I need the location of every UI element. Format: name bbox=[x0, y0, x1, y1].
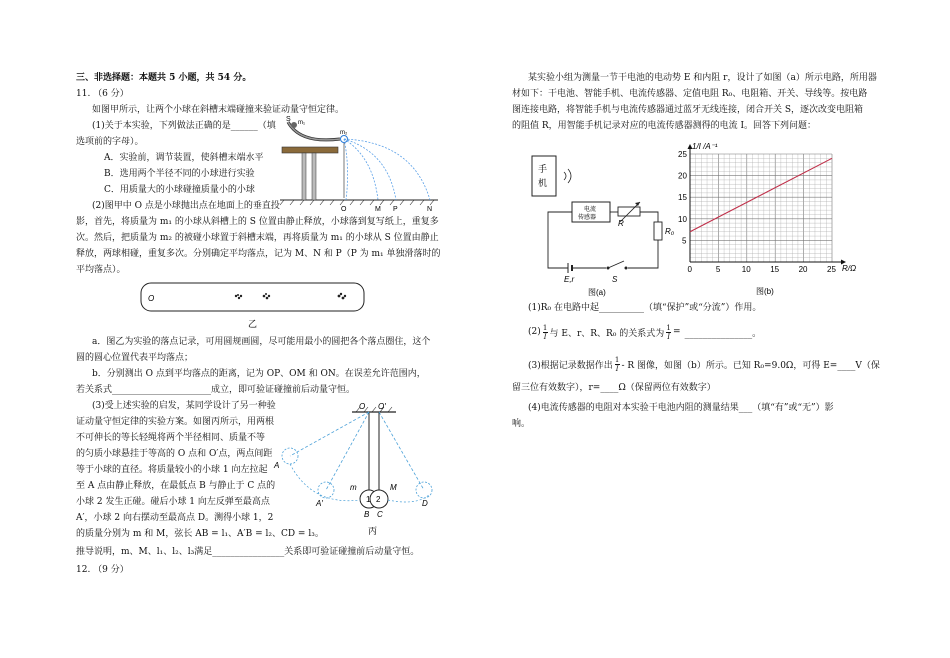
q2-mid: 与 E、r、R、R₀ 的关系式为 bbox=[549, 328, 665, 339]
q2-blank: _______________。 bbox=[684, 328, 762, 339]
jia-label-M: M bbox=[375, 206, 381, 212]
jia-label-N: N bbox=[427, 206, 433, 212]
x-tick-label: 0 bbox=[687, 265, 692, 274]
bing-label-M: M bbox=[390, 483, 397, 492]
bing-label-A-prime: A′ bbox=[316, 499, 323, 508]
bing-label-O: O bbox=[359, 402, 366, 411]
figure-b-chart bbox=[670, 140, 870, 300]
q2-frac2-den: I bbox=[667, 332, 671, 341]
fixed-resistor-r0 bbox=[654, 222, 662, 240]
q11-part3-line3: 不可伸长的等长轻绳将两个半径相同、质量不等 bbox=[76, 433, 266, 443]
sensor-label-2: 传感器 bbox=[578, 215, 597, 221]
q2-fraction bbox=[543, 324, 548, 341]
q2-eq: = bbox=[673, 327, 681, 337]
y-tick-label: 10 bbox=[678, 214, 687, 224]
q12-part2 bbox=[528, 320, 761, 344]
q11-b-line1: b．分别测出 O 点到平均落点的距离，记为 OP、OM 和 ON。在误差允许范围内， bbox=[92, 369, 426, 379]
x-tick-label: 15 bbox=[770, 265, 780, 274]
q11-part3-line10: 推导说明，m、M、l₁、l₂、l₃满足________________关系即可验证碰撞前后动量守恒。 bbox=[76, 547, 420, 557]
x-tick-label: 10 bbox=[741, 265, 751, 274]
q11-part3-line6: 至 A 点由静止释放，在最低点 B 与静止于 C 点的 bbox=[76, 481, 276, 491]
q12-intro-line3: 图连接电路，将智能手机与电流传感器通过蓝牙无线连接，闭合开关 S，逐次改变电阻箱 bbox=[512, 105, 864, 115]
series-line bbox=[690, 158, 832, 231]
figure-a-circuit bbox=[530, 150, 680, 298]
q3-prefix: (3)根据记录数据作出 bbox=[528, 360, 613, 371]
q11-part3-line7: 小球 2 发生正碰。碰后小球 1 向左反弹至最高点 bbox=[76, 497, 270, 507]
q11-option-b: B．选用两个半径不同的小球进行实验 bbox=[104, 169, 255, 179]
q2-frac-den: I bbox=[543, 332, 547, 341]
question-12-number: 12. （9 分） bbox=[76, 565, 129, 575]
chart-series bbox=[690, 158, 832, 231]
q11-a-line1: a．图乙为实验的落点记录，可用圆规画圆，尽可能用最小的圆把各个落点圈住，这个 bbox=[92, 337, 431, 347]
bing-caption: 丙 bbox=[368, 526, 378, 536]
q11-b-line2: 若关系式______________________成立，即可验证碰撞前后动量守恒。 bbox=[76, 385, 356, 395]
jia-label-P: P bbox=[393, 206, 398, 212]
chart-grid bbox=[690, 154, 832, 262]
q11-part3-line1: (3)受上述实验的启发，某同学设计了另一种验 bbox=[92, 401, 276, 411]
q12-intro-line4: 的阻值 R，用智能手机记录对应的电流传感器测得的电流 I。回答下列问题： bbox=[512, 121, 817, 131]
q3-mid: - R 图像，如图（b）所示。已知 R₀=9.0Ω，可得 E=____V（保 bbox=[621, 360, 880, 371]
wireless-icon bbox=[564, 172, 566, 180]
q3-frac-num: 1 bbox=[614, 355, 620, 364]
q2-fraction-2 bbox=[666, 324, 671, 341]
jia-label-m2: m₂ bbox=[340, 130, 348, 136]
y-tick-label: 25 bbox=[678, 150, 687, 159]
jia-label-O: O bbox=[341, 206, 347, 212]
q11-part2-line4: 释放，两球相碰，重复多次。分别确定平均落点，记为 M、N 和 P（P 为 m₁ 单独滑落时的 bbox=[76, 249, 441, 259]
q11-part3-line8: A′，小球 2 向右摆动至最高点 D。测得小球 1，2 bbox=[76, 513, 274, 523]
chart-caption: 图(b) bbox=[756, 287, 774, 296]
chart-xlabel: R/Ω bbox=[842, 264, 857, 273]
jia-label-m1: m₁ bbox=[298, 120, 306, 126]
y-tick-label: 20 bbox=[678, 171, 687, 181]
q11-part3-line4: 的匀质小球悬挂于等高的 O 点和 O′点，两点间距 bbox=[76, 449, 273, 459]
smartphone bbox=[532, 156, 556, 196]
q11-intro: 如图甲所示，让两个小球在斜槽末端碰撞来验证动量守恒定律。 bbox=[92, 105, 345, 115]
q2-prefix: (2) bbox=[528, 327, 541, 337]
q3-fraction bbox=[615, 356, 620, 373]
x-tick-label: 5 bbox=[715, 265, 721, 274]
q11-option-c: C．用质量大的小球碰撞质量小的小球 bbox=[104, 185, 255, 195]
bing-label-A: A bbox=[274, 461, 280, 470]
y-tick-label: 15 bbox=[678, 193, 687, 203]
q11-a-line2: 圆的圆心位置代表平均落点； bbox=[76, 353, 194, 363]
q11-part3-line9: 的质量分别为 m 和 M，弦长 AB = l₁、A′B = l₂、CD = l₃。 bbox=[76, 529, 324, 539]
phone-label-2: 机 bbox=[538, 178, 548, 188]
bing-label-B: B bbox=[364, 510, 370, 519]
q11-part1-line2: 选项前的字母）。 bbox=[76, 137, 144, 147]
label-R0: R₀ bbox=[665, 227, 675, 236]
bing-label-C: C bbox=[377, 510, 383, 519]
jia-label-S: S bbox=[286, 116, 291, 123]
section-heading: 三、非选择题：本题共 5 小题，共 54 分。 bbox=[76, 73, 252, 83]
y-tick-label: 5 bbox=[682, 236, 687, 246]
x-tick-label: 25 bbox=[827, 265, 836, 274]
q12-part3 bbox=[528, 352, 880, 376]
bing-ball-2: 2 bbox=[376, 495, 381, 504]
phone-label-1: 手 bbox=[538, 164, 548, 174]
question-11-number: 11. （6 分） bbox=[76, 89, 129, 99]
figure-bing-pendulum bbox=[272, 398, 452, 540]
bing-label-m: m bbox=[350, 483, 357, 492]
q12-part3-line2: 留三位有效数字），r=____Ω（保留两位有效数字） bbox=[512, 383, 716, 393]
q2-frac2-num: 1 bbox=[666, 323, 671, 332]
figure-jia-apparatus bbox=[278, 112, 443, 212]
q11-part2-line3: 次。然后，把质量为 m₂ 的被碰小球置于斜槽末端，再将质量为 m₁ 的小球从 S 位置由静止 bbox=[76, 233, 439, 243]
q11-option-a: A．实验前，调节装置，使斜槽末端水平 bbox=[104, 153, 264, 163]
label-S: S bbox=[612, 275, 618, 284]
q11-part2-line1: (2)图甲中 O 点是小球抛出点在地面上的垂直投 bbox=[92, 201, 280, 211]
x-tick-label: 20 bbox=[798, 265, 808, 274]
figure-yi-landing-record bbox=[140, 282, 366, 332]
q11-part1-line1: (1)关于本实验，下列做法正确的是______（填 bbox=[92, 121, 276, 131]
bing-label-O-prime: O′ bbox=[378, 402, 386, 411]
yi-label-O: O bbox=[148, 294, 155, 303]
bing-ball-1: 1 bbox=[366, 495, 371, 504]
label-R: R bbox=[618, 219, 624, 228]
q12-part1: (1)R₀ 在电路中起__________（填“保护”或“分流”）作用。 bbox=[528, 303, 762, 313]
chart-ylabel: 1/I /A⁻¹ bbox=[692, 142, 718, 151]
bing-label-D: D bbox=[422, 499, 428, 508]
q2-frac-num: 1 bbox=[542, 323, 548, 332]
circuit-caption: 图(a) bbox=[588, 288, 606, 297]
q11-part3-line2: 证动量守恒定律的实验方案。如图丙所示，用两根 bbox=[76, 417, 275, 427]
chart-axes bbox=[688, 144, 847, 265]
yi-caption: 乙 bbox=[248, 319, 258, 329]
q12-part4-line2: 响。 bbox=[512, 419, 531, 429]
sensor-label-1: 电流 bbox=[584, 207, 597, 213]
q11-part3-line5: 等于小球的直径。将质量较小的小球 1 向左拉起 bbox=[76, 465, 268, 475]
q11-part2-line5: 平均落点）。 bbox=[76, 265, 126, 275]
q11-part2-line2: 影，首先，将质量为 m₁ 的小球从斜槽上的 S 位置由静止释放，小球落到复写纸上，重复多 bbox=[76, 217, 439, 227]
label-Er: E,r bbox=[564, 275, 575, 284]
resistance-box bbox=[618, 207, 640, 216]
q12-intro-line1: 某实验小组为测量一节干电池的电动势 E 和内阻 r，设计了如图（a）所示电路，所用器 bbox=[528, 73, 877, 83]
q3-frac-den: I bbox=[615, 364, 619, 373]
q12-intro-line2: 材如下：干电池、智能手机、电流传感器、定值电阻 R₀、电阻箱、开关、导线等。按电路 bbox=[512, 89, 868, 99]
q12-part4-line1: (4)电流传感器的电阻对本实验干电池内阻的测量结果___（填“有”或“无”）影 bbox=[528, 403, 834, 413]
